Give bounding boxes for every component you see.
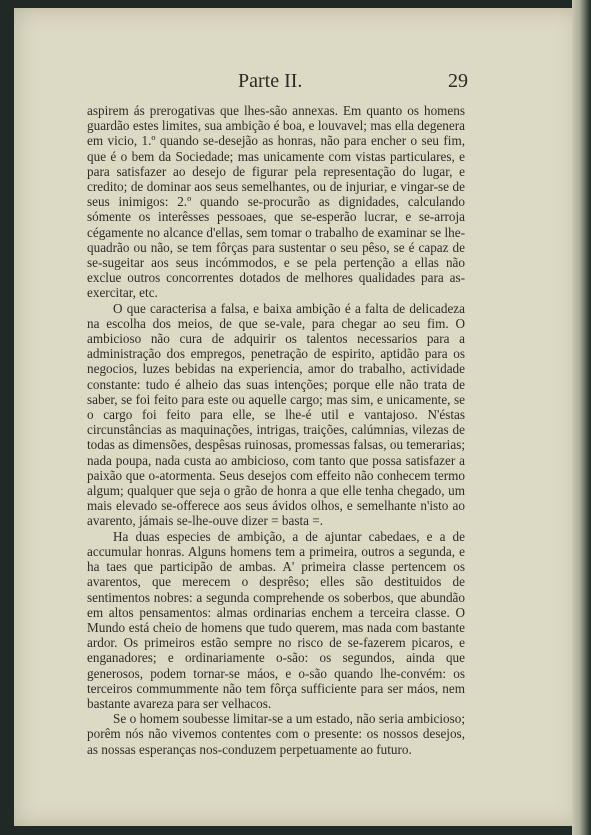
page-edge — [572, 0, 591, 835]
running-header — [0, 70, 591, 94]
paragraph: Se o homem soubesse limitar-se a um estado, não seria ambicioso; porêm nós não vivemos contentes com o presente: os nossos desejos, as nossas esperanças nos-conduzem perpetuamente ao futuro. — [87, 711, 465, 757]
page-number: 29 — [448, 70, 468, 92]
section-title: Parte II. — [238, 70, 303, 92]
body-text — [87, 103, 465, 757]
paragraph: aspirem ás prerogativas que lhes-são annexas. Em quanto os homens guardão estes limites, sua ambição é boa, e louvavel; mas ella degenera em vicio, 1.º quando se-desejão as honras, não para encher o seu fim, que é o bem da Sociedade; mas unicamente com vistas particulares, e para satisfazer ao desejo de figurar pela representação do lugar, e credito; de dominar aos seus semelhantes, ou de injuriar, e vingar-se de seus inimigos: 2.º quando se-procurão as dignidades, calculando sómente os interêsses pessoaes, que se-esperão lucrar, e se-arroja cégamente no alcance d'ellas, sem tomar o trabalho de examinar se lhe-quadrão ou não, se tem fôrças para sustentar o seu pêso, se é capaz de se-sugeitar aos seus incómmodos, e se pela pertenção a ellas não exclue outros concorrentes dotados de melhores qualidades para as-exercitar, etc. — [87, 103, 465, 301]
paragraph: Ha duas especies de ambição, a de ajuntar cabedaes, e a de accumular honras. Alguns homens tem a primeira, outros a segunda, e ha taes que participão de ambas. A' primeira classe pertencem os avarentos, que merecem o desprêso; elles são destituidos de sentimentos nobres: a segunda comprehende os soberbos, que abundão em altos pensamentos: almas ordinarias enchem a terceira classe. O Mundo está cheio de homens que tudo querem, mas nada com bastante ardor. Os primeiros estão sempre no risco de se-fazerem picaros, e enganadores; e ordinariamente o-são: os segundos, ainda que generosos, podem tornar-se máos, e o-são quando lhe-convém: os terceiros commummente não tem fôrça sufficiente para ser máos, nem bastante avareza para ser velhacos. — [87, 528, 465, 711]
paragraph: O que caracterisa a falsa, e baixa ambição é a falta de delicadeza na escolha dos meios, de que se-vale, para chegar ao seu fim. O ambicioso não cura de adquirir os talentos necessarios para a administração dos empregos, penetração de espirito, aptidão para os negocios, luzes bebidas na experiencia, amor do trabalho, actividade constante: tudo é alheio das suas intenções; porque elle não trata de saber, se foi feito para este ou aquelle cargo; mas sim, e unicamente, se o cargo foi feito para elle, se lhe-é util e vantajoso. N'éstas circunstâncias as maquinações, intrigas, traições, calúmnias, vilezas de todas as dimensões, despêsas ruinosas, promessas falsas, ou temerarias; nada poupa, nada custa ao ambicioso, com tanto que possa satisfazer a paixão que o-atormenta. Seus desejos com effeito não conhecem termo algum; qualquer que seja o grão de honra a que elle tenha chegado, um mais elevado se-offerece aos seus ávidos olhos, e semelhante n'isto ao avarento, jámais se-lhe-ouve dizer = basta =. — [87, 300, 465, 529]
